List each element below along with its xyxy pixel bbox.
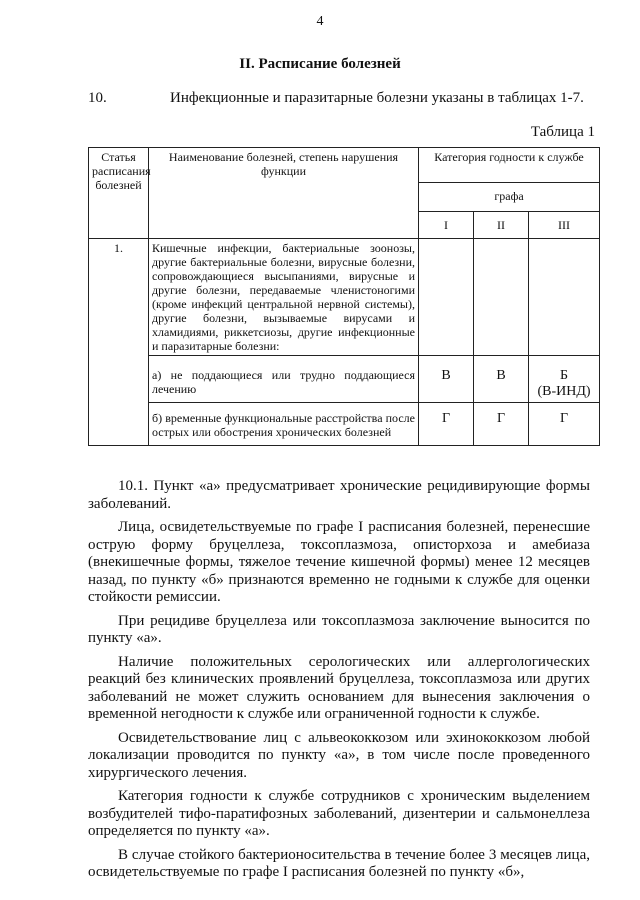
header-grafa: графа <box>419 183 600 212</box>
item-10 <box>88 90 584 107</box>
section-heading: II. Расписание болезней <box>239 56 401 72</box>
subitem-b-text: б) временные функциональные расстройства после острых или обострения хронических болезней <box>149 403 419 446</box>
page-number: 4 <box>316 14 324 29</box>
subitem-a-cat3-line2: (В-ИНД) <box>537 384 591 399</box>
header-column-2: II <box>474 212 529 239</box>
subitem-a-cat3 <box>529 356 600 403</box>
paragraph: Наличие положительных серологических или аллергологических реакций без клинических проявлений бруцеллеза, токсоплазмоза или других заболеваний не может служить основанием для вынесения заключения о временной негодности к службе или ограниченной годности к службе. <box>88 653 590 722</box>
table-row <box>89 356 600 403</box>
header-column-1: I <box>419 212 474 239</box>
subitem-a-cat1: В <box>419 356 474 403</box>
table-row <box>89 239 600 356</box>
row-intro: Кишечные инфекции, бактериальные зоонозы, другие бактериальные болезни, вирусные болезни, сопровождающиеся высыпаниями, вирусные и другие болезни, передаваемые членистоногими (кроме инфекций центральной нервной системы), другие болезни, вызываемые вирусами и хламидиями, риккетсиозы, другие инфекционные и паразитарные болезни: <box>149 239 419 356</box>
item-text: Инфекционные и паразитарные болезни указаны в таблицах 1-7. <box>170 90 584 106</box>
paragraph: Освидетельствование лиц с альвеококкозом или эхинококкозом любой локализации проводится по пункту «а», в том числе после проведенного хирургического лечения. <box>88 729 590 781</box>
subitem-b-cat2: Г <box>474 403 529 446</box>
paragraph: Лица, освидетельствуемые по графе I расписания болезней, перенесшие острую форму бруцеллеза, токсоплазмоза, описторхоза и амебиаза (внекишечные формы, тяжелое течение кишечной формы) менее 12 месяцев назад, по пункту «б» признаются временно не годными к службе для оценки стойкости ремиссии. <box>88 519 590 605</box>
header-column-3: III <box>529 212 600 239</box>
header-category: Категория годности к службе <box>419 148 600 183</box>
subitem-b-cat3-line1: Г <box>559 411 569 426</box>
disease-table <box>88 147 600 446</box>
subitem-a-cat3-line1: Б <box>559 368 569 383</box>
paragraph: В случае стойкого бактерионосительства в течение более 3 месяцев лица, освидетельствуемые по графе I расписания болезней по пункту «б», <box>88 846 590 880</box>
row-article: 1. <box>89 239 149 446</box>
table-label: Таблица 1 <box>530 124 595 140</box>
paragraph: Категория годности к службе сотрудников с хроническим выделением возбудителей тифо-паратифозных заболеваний, дизентерии и сальмонеллеза определяется по пункту «а». <box>88 788 590 839</box>
paragraph: При рецидиве бруцеллеза или токсоплазмоза заключение выносится по пункту «а». <box>88 612 590 646</box>
paragraph: 10.1. Пункт «а» предусматривает хронические рецидивирующие формы заболеваний. <box>88 478 590 512</box>
header-article: Статья расписания болезней <box>89 148 149 239</box>
subitem-b-cat3 <box>529 403 600 446</box>
item-number: 10. <box>88 90 107 106</box>
header-name: Наименование болезней, степень нарушения функции <box>149 148 419 239</box>
subitem-a-cat2: В <box>474 356 529 403</box>
body-text <box>88 478 590 888</box>
subitem-b-cat1: Г <box>419 403 474 446</box>
subitem-a-text: а) не поддающиеся или трудно поддающиеся лечению <box>149 356 419 403</box>
table-header-row <box>89 148 600 183</box>
table-row <box>89 403 600 446</box>
